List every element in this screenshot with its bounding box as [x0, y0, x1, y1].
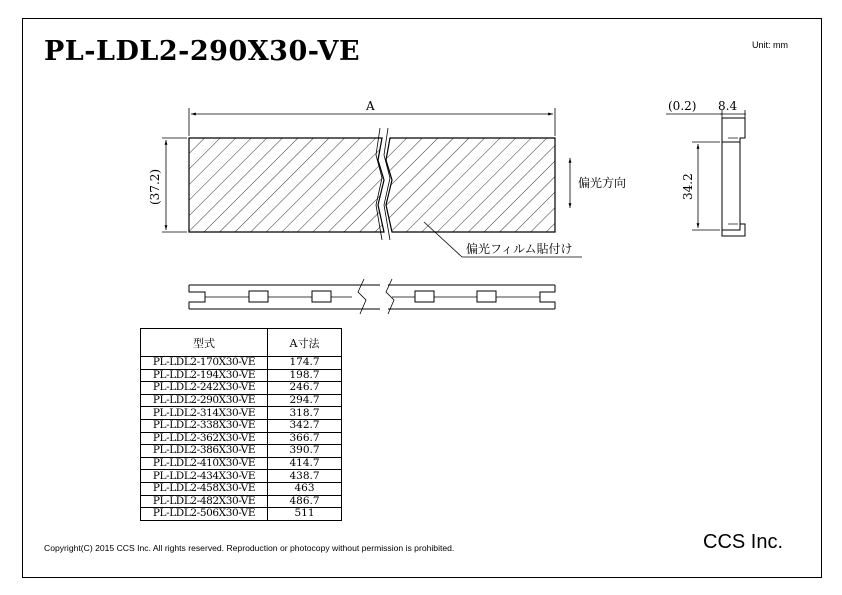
model-cell: PL-LDL2-170X30-VE: [141, 357, 268, 370]
table-header-row: [141, 329, 342, 357]
company-name: CCS Inc.: [703, 531, 784, 553]
unit-label: Unit: mm: [752, 40, 788, 50]
profile-slot: [249, 291, 268, 302]
profile-slot: [477, 291, 496, 302]
table-row: [141, 508, 342, 521]
header-a-dimension: A寸法: [268, 329, 342, 357]
a-dimension-cell: 414.7: [268, 457, 342, 470]
dimension-a-label: A: [366, 99, 375, 113]
model-cell: PL-LDL2-362X30-VE: [141, 432, 268, 445]
table-row: [141, 407, 342, 420]
model-cell: PL-LDL2-338X30-VE: [141, 419, 268, 432]
a-dimension-cell: 511: [268, 508, 342, 521]
polarization-direction-label: 偏光方向: [578, 176, 627, 190]
model-cell: PL-LDL2-290X30-VE: [141, 394, 268, 407]
model-cell: PL-LDL2-434X30-VE: [141, 470, 268, 483]
profile-slot: [312, 291, 331, 302]
table-row: [141, 482, 342, 495]
a-dimension-cell: 463: [268, 482, 342, 495]
a-dimension-cell: 294.7: [268, 394, 342, 407]
model-cell: PL-LDL2-458X30-VE: [141, 482, 268, 495]
front-view-right-part: [386, 138, 555, 232]
table-row: [141, 394, 342, 407]
a-dimension-cell: 486.7: [268, 495, 342, 508]
a-dimension-cell: 318.7: [268, 407, 342, 420]
model-cell: PL-LDL2-194X30-VE: [141, 369, 268, 382]
drawing-title: PL-LDL2-290X30-VE: [44, 36, 361, 67]
model-cell: PL-LDL2-386X30-VE: [141, 445, 268, 458]
a-dimension-cell: 174.7: [268, 357, 342, 370]
film-label: 偏光フィルム貼付け: [466, 242, 573, 256]
table-row: [141, 419, 342, 432]
a-dimension-cell: 438.7: [268, 470, 342, 483]
polarization-direction: [570, 158, 626, 208]
profile-slot: [415, 291, 434, 302]
a-dimension-cell: 198.7: [268, 369, 342, 382]
table-row: [141, 445, 342, 458]
dimension-height-label: (37.2): [148, 168, 162, 205]
model-dimension-table: [140, 328, 342, 521]
a-dimension-cell: 390.7: [268, 445, 342, 458]
thickness-label: 8.4: [718, 99, 738, 113]
copyright-notice: Copyright(C) 2015 CCS Inc. All rights reserved. Reproduction or photocopy without permission is prohibited.: [44, 543, 455, 553]
dimension-height: [148, 138, 187, 232]
bottom-profile-view: [189, 279, 555, 314]
header-model: 型式: [141, 329, 268, 357]
table-row: [141, 382, 342, 395]
front-view: [189, 128, 555, 240]
table-row: [141, 495, 342, 508]
side-height-label: 34.2: [681, 173, 695, 200]
model-cell: PL-LDL2-482X30-VE: [141, 495, 268, 508]
model-cell: PL-LDL2-242X30-VE: [141, 382, 268, 395]
table-row: [141, 457, 342, 470]
table-row: [141, 432, 342, 445]
model-cell: PL-LDL2-410X30-VE: [141, 457, 268, 470]
side-view-dimensions: [666, 99, 746, 230]
model-cell: PL-LDL2-506X30-VE: [141, 508, 268, 521]
dimension-a: [189, 99, 555, 136]
table-row: [141, 369, 342, 382]
front-view-left-part: [189, 138, 384, 232]
a-dimension-cell: 246.7: [268, 382, 342, 395]
offset-label: (0.2): [668, 99, 697, 113]
side-view: [722, 118, 745, 236]
a-dimension-cell: 366.7: [268, 432, 342, 445]
table-row: [141, 357, 342, 370]
table-row: [141, 470, 342, 483]
a-dimension-cell: 342.7: [268, 419, 342, 432]
model-cell: PL-LDL2-314X30-VE: [141, 407, 268, 420]
